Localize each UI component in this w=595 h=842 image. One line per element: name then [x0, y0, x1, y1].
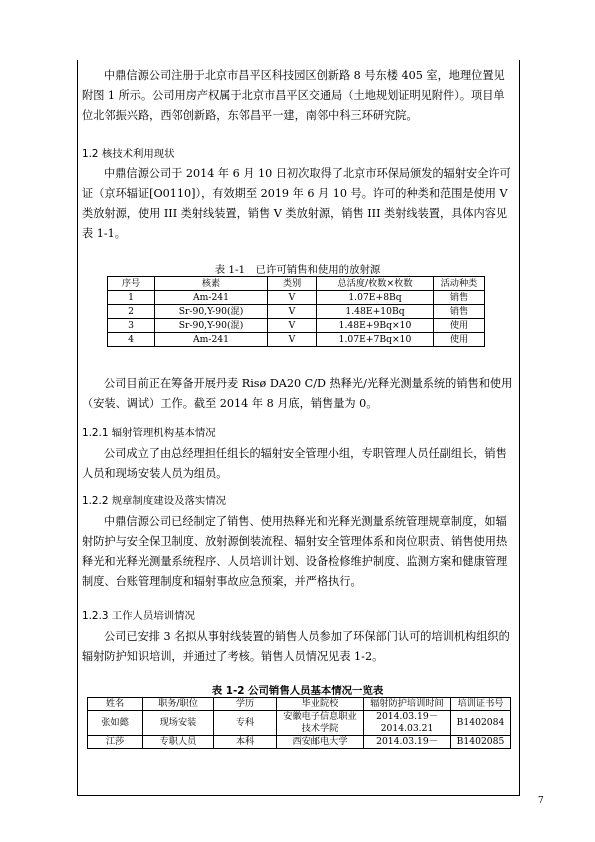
table-cell: V	[268, 291, 317, 305]
table-header-cell: 辐射防护培训时间	[364, 698, 451, 711]
table-cell: Sr-90,Y-90(混)	[155, 305, 268, 319]
table-cell: 使用	[434, 319, 485, 333]
table-cell: V	[268, 305, 317, 319]
table-1-2	[87, 697, 511, 749]
table-1-2-caption: 表 1-2 公司销售人员基本情况一览表	[211, 685, 384, 697]
table-1-1	[107, 276, 485, 347]
table-cell: 西安邮电大学	[277, 736, 364, 749]
table-cell: 销售	[434, 291, 485, 305]
table-1-1-caption: 表 1-1 已许可销售和使用的放射源	[214, 264, 381, 276]
paragraph-location: 中鼎信源公司注册于北京市昌平区科技园区创新路 8 号东楼 405 室，地理位置见附图 1 所示。公司用房产权属于北京市昌平区交通局（土地规划证明见附件）。项目单位北邻振兴路，西邻创新路，东邻昌平一建，南邻中科三环研究院。	[82, 69, 505, 122]
table-cell: 张如懿	[88, 711, 143, 736]
table-row	[88, 736, 511, 749]
table-cell: 现场安装	[143, 711, 214, 736]
table-cell: B1402084	[451, 711, 511, 736]
paragraph-management: 公司成立了由总经理担任组长的辐射安全管理小组，专职管理人员任副组长，销售人员和现场安装人员为组员。	[82, 447, 507, 480]
table-cell: 1.07E+7Bq×10	[317, 333, 434, 347]
table-cell: 本科	[214, 736, 277, 749]
table-cell: 3	[108, 319, 155, 333]
paragraph-license: 中鼎信源公司于 2014 年 6 月 10 日初次取得了北京市环保局颁发的辐射安全许可证（京环辐证[O0110]），有效期至 2019 年 6 月 10 号。许可的种类和范围是使用 V 类放射源，使用 III 类射线装置，销售 V 类放射源，销售 III 类射线装置，具体内容见表 1-1。	[82, 167, 511, 240]
table-cell: V	[268, 333, 317, 347]
table-cell: 2014.03.19－	[364, 736, 451, 749]
table-row	[108, 291, 485, 305]
table-row	[88, 711, 511, 736]
table-row	[108, 319, 485, 333]
table-header-cell: 活动种类	[434, 277, 485, 291]
table-cell: 销售	[434, 305, 485, 319]
paragraph-training: 公司已安排 3 名拟从事射线装置的销售人员参加了环保部门认可的培训机构组织的辐射防护知识培训，并通过了考核。销售人员情况见表 1-2。	[82, 630, 510, 663]
table-cell: 专职人员	[143, 736, 214, 749]
table-header-cell: 职务/职位	[143, 698, 214, 711]
table-header-cell: 核素	[155, 277, 268, 291]
table-header-cell: 类别	[268, 277, 317, 291]
table-cell: 专科	[214, 711, 277, 736]
section-heading-1-2: 1.2 核技术利用现状	[82, 148, 175, 160]
table-header-cell: 学历	[214, 698, 277, 711]
table-cell: V	[268, 319, 317, 333]
paragraph-risoe: 公司目前正在筹备开展丹麦 Risø DA20 C/D 热释光/光释光测量系统的销售和使用（安装、调试）工作。截至 2014 年 8 月底，销售量为 0。	[82, 377, 513, 410]
paragraph-regulations: 中鼎信源公司已经制定了销售、使用热释光和光释光测量系统管理规章制度，如辐射防护与安全保卫制度、放射源倒装流程、辐射安全管理体系和岗位职责、销售使用热释光和光释光测量系统程序、人员培训计划、设备检修维护制度、监测方案和健康管理制度、台账管理制度和辐射事故应急预案，并严格执行。	[82, 515, 508, 588]
page-number: 7	[538, 796, 544, 806]
table-cell: 1.07E+8Bq	[317, 291, 434, 305]
table-header-cell: 总活度/枚数×枚数	[317, 277, 434, 291]
table-row	[108, 333, 485, 347]
table-cell: B1402085	[451, 736, 511, 749]
table-header-row	[108, 277, 485, 291]
table-header-cell: 毕业院校	[277, 698, 364, 711]
table-header-cell: 序号	[108, 277, 155, 291]
table-cell: 江莎	[88, 736, 143, 749]
table-header-row	[88, 698, 511, 711]
section-heading-1-2-1: 1.2.1 辐射管理机构基本情况	[82, 427, 216, 439]
table-cell: Am-241	[155, 291, 268, 305]
section-heading-1-2-3: 1.2.3 工作人员培训情况	[82, 610, 195, 622]
table-cell: 使用	[434, 333, 485, 347]
table-cell: Am-241	[155, 333, 268, 347]
table-cell: 1.48E+9Bq×10	[317, 319, 434, 333]
table-cell: 2	[108, 305, 155, 319]
table-cell: 1.48E+10Bq	[317, 305, 434, 319]
table-header-cell: 培训证书号	[451, 698, 511, 711]
table-header-cell: 姓名	[88, 698, 143, 711]
table-cell: 4	[108, 333, 155, 347]
section-heading-1-2-2: 1.2.2 规章制度建设及落实情况	[82, 495, 227, 507]
table-cell: Sr-90,Y-90(混)	[155, 319, 268, 333]
table-cell: 安徽电子信息职业技术学院	[277, 711, 364, 736]
table-cell: 1	[108, 291, 155, 305]
table-row	[108, 305, 485, 319]
table-cell: 2014.03.19－2014.03.21	[364, 711, 451, 736]
